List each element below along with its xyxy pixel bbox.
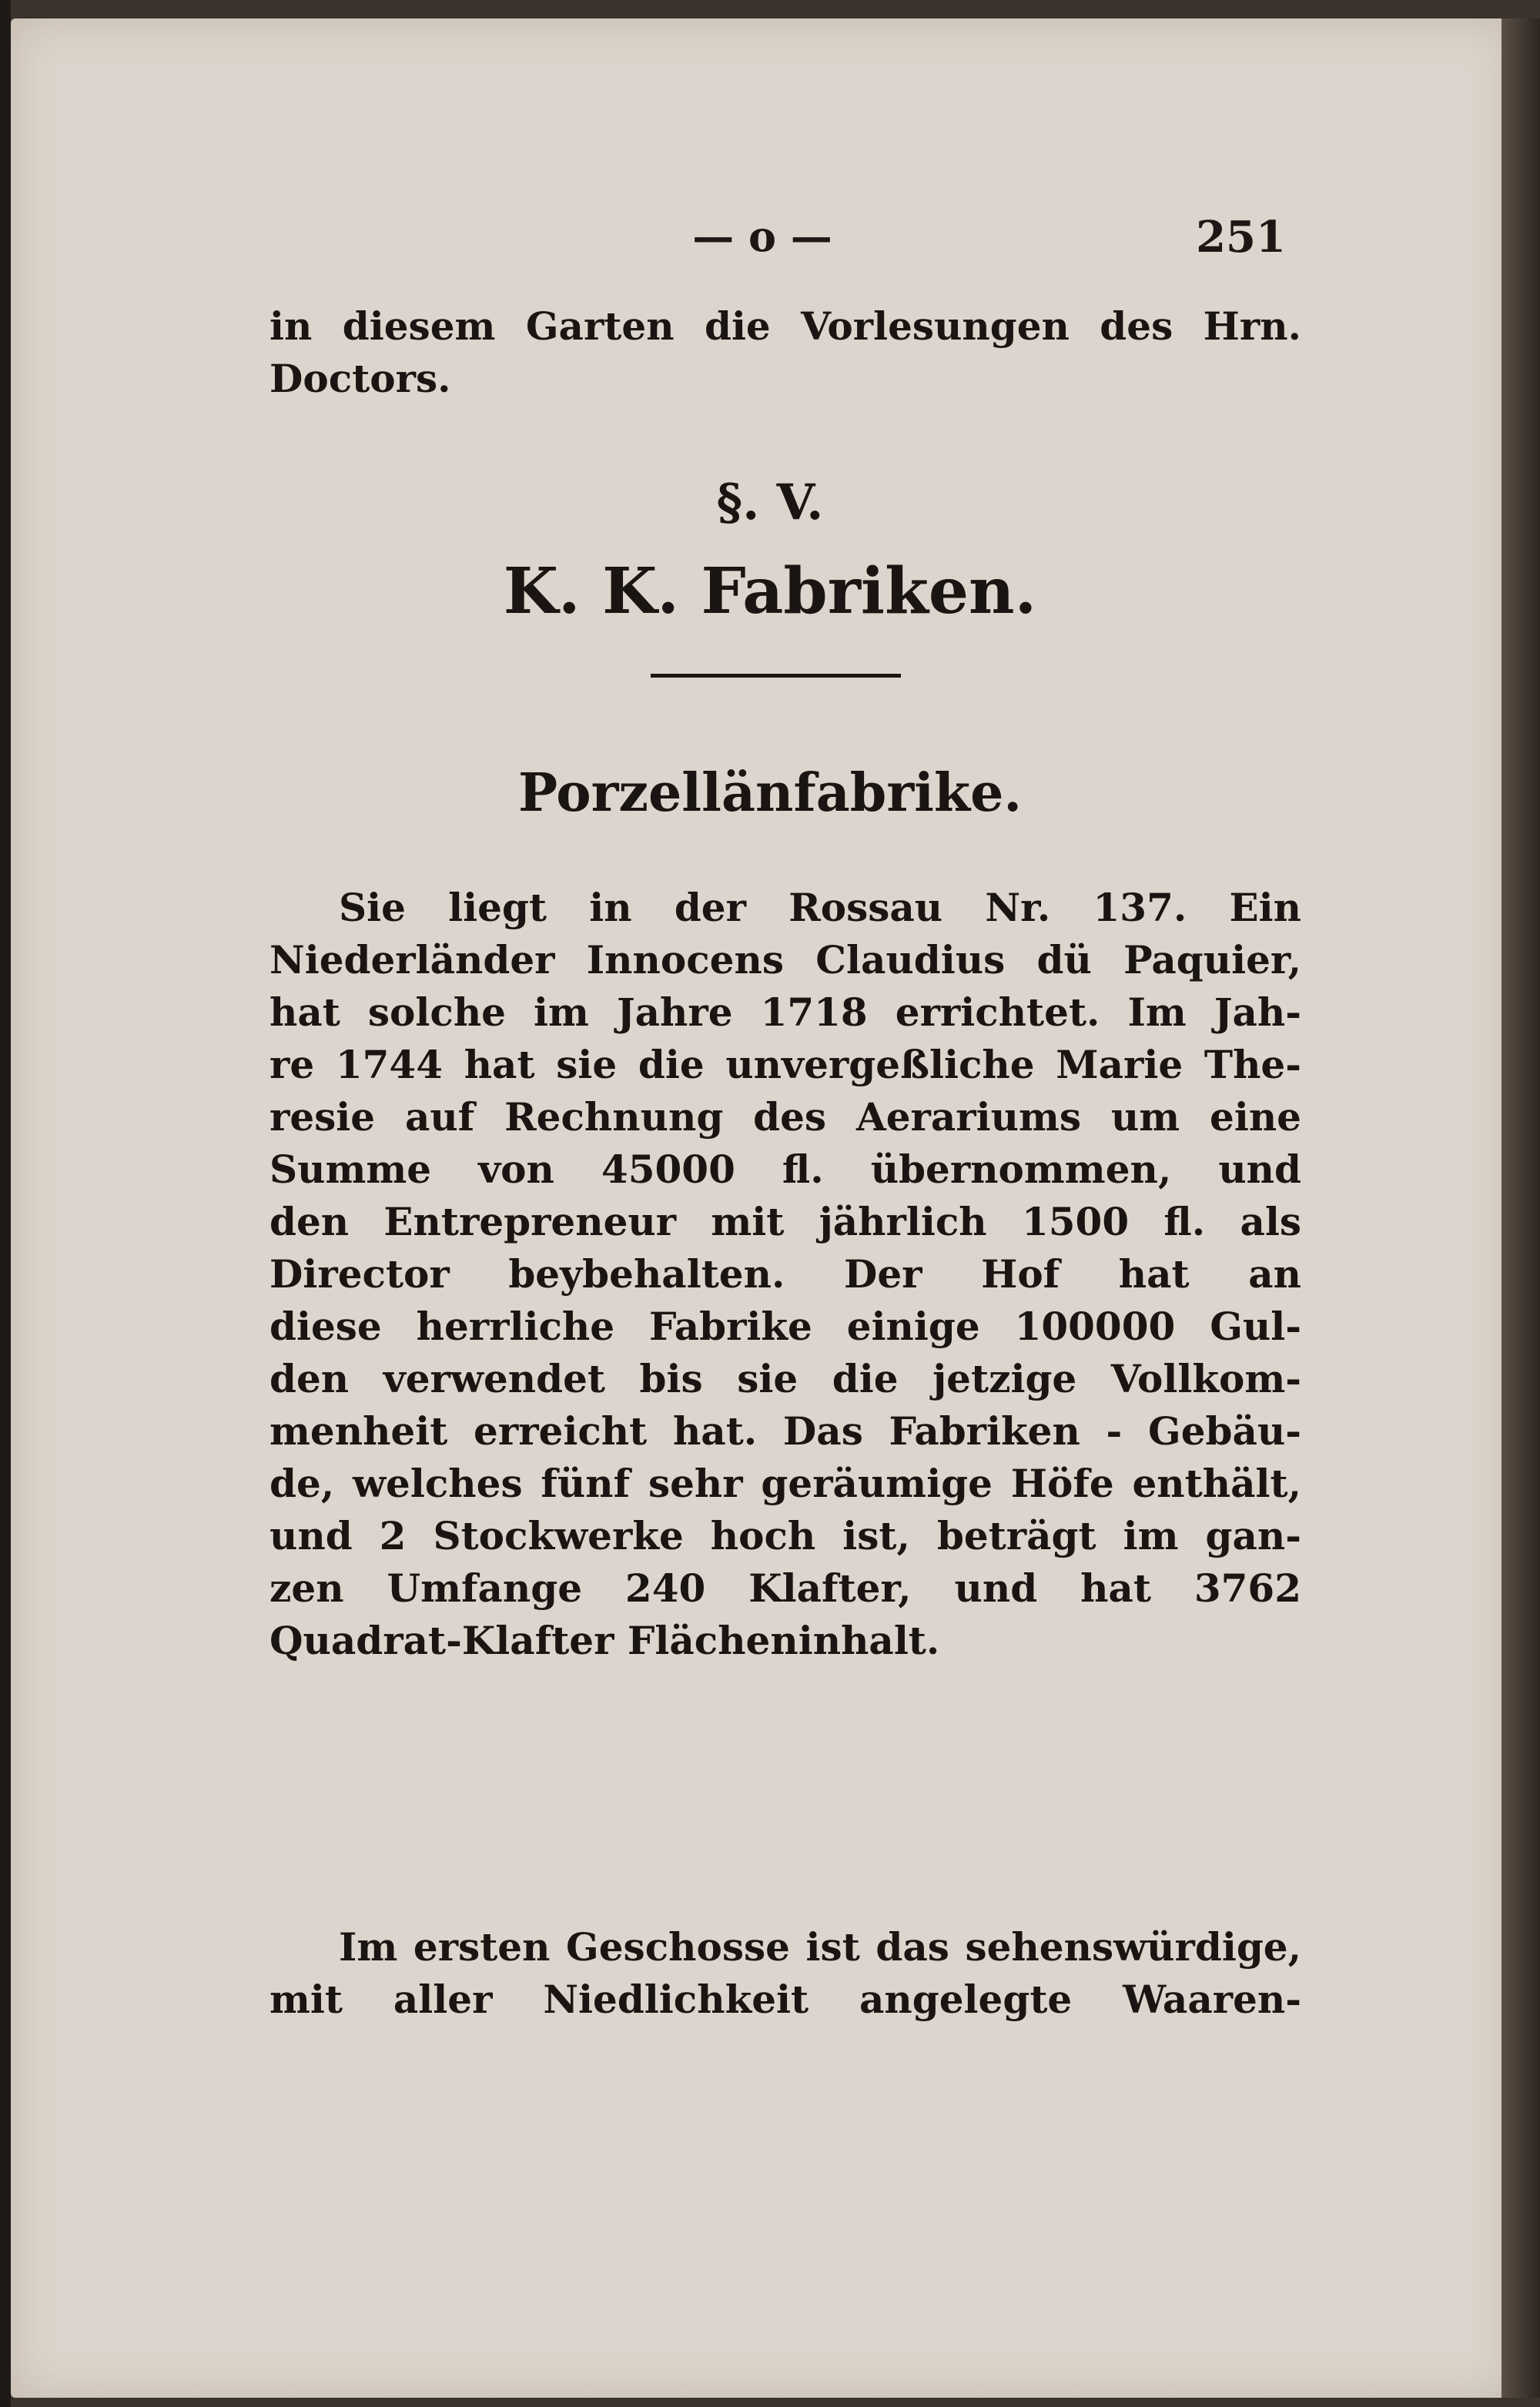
text-line: den Entrepreneur mit jährlich 1500 fl. als bbox=[270, 1199, 1301, 1244]
text-line: Doctors. bbox=[270, 356, 451, 401]
text-line: menheit erreicht hat. Das Fabriken - Gebäu- bbox=[270, 1408, 1301, 1454]
text-line: zen Umfange 240 Klafter, und hat 3762 bbox=[270, 1565, 1301, 1611]
page-number: 251 bbox=[1196, 212, 1286, 263]
text-line: Im ersten Geschosse ist das sehenswürdige, bbox=[339, 1924, 1301, 1970]
section-mark: §. V. bbox=[716, 474, 824, 531]
running-head-ornament: — o — bbox=[692, 212, 832, 261]
section-title: K. K. Fabriken. bbox=[503, 554, 1037, 628]
text-line: diese herrliche Fabrike einige 100000 Gul- bbox=[270, 1304, 1301, 1349]
text-line: Niederländer Innocens Claudius dü Paquier, bbox=[270, 937, 1301, 983]
text-line: in diesem Garten die Vorlesungen des Hrn. bbox=[270, 303, 1301, 349]
continuation-text bbox=[270, 300, 1301, 405]
text-line: den verwendet bis sie die jetzige Vollkom- bbox=[270, 1356, 1301, 1401]
text-line: Quadrat-Klafter Flächeninhalt. bbox=[270, 1618, 940, 1663]
page-edge bbox=[1502, 18, 1540, 2398]
book-binding bbox=[0, 0, 11, 2407]
text-line: hat solche im Jahre 1718 errichtet. Im Jah- bbox=[270, 989, 1301, 1035]
text-line: Sie liegt in der Rossau Nr. 137. Ein bbox=[339, 885, 1301, 930]
text-line: und 2 Stockwerke hoch ist, beträgt im gan- bbox=[270, 1513, 1301, 1558]
text-line: resie auf Rechnung des Aerariums um eine bbox=[270, 1094, 1301, 1140]
text-line: Director beybehalten. Der Hof hat an bbox=[270, 1251, 1301, 1297]
subsection-title: Porzellänfabrike. bbox=[517, 762, 1023, 824]
running-head bbox=[270, 212, 1301, 266]
divider-rule bbox=[651, 674, 901, 678]
text-line: Summe von 45000 fl. übernommen, und bbox=[270, 1147, 1301, 1192]
text-line: re 1744 hat sie die unvergeßliche Marie The- bbox=[270, 1042, 1301, 1087]
text-line: mit aller Niedlichkeit angelegte Waaren- bbox=[270, 1977, 1301, 2022]
paragraph-1 bbox=[270, 882, 1301, 1667]
text-line: de, welches fünf sehr geräumige Höfe enthält, bbox=[270, 1461, 1301, 1506]
paragraph-2 bbox=[270, 1921, 1301, 2026]
